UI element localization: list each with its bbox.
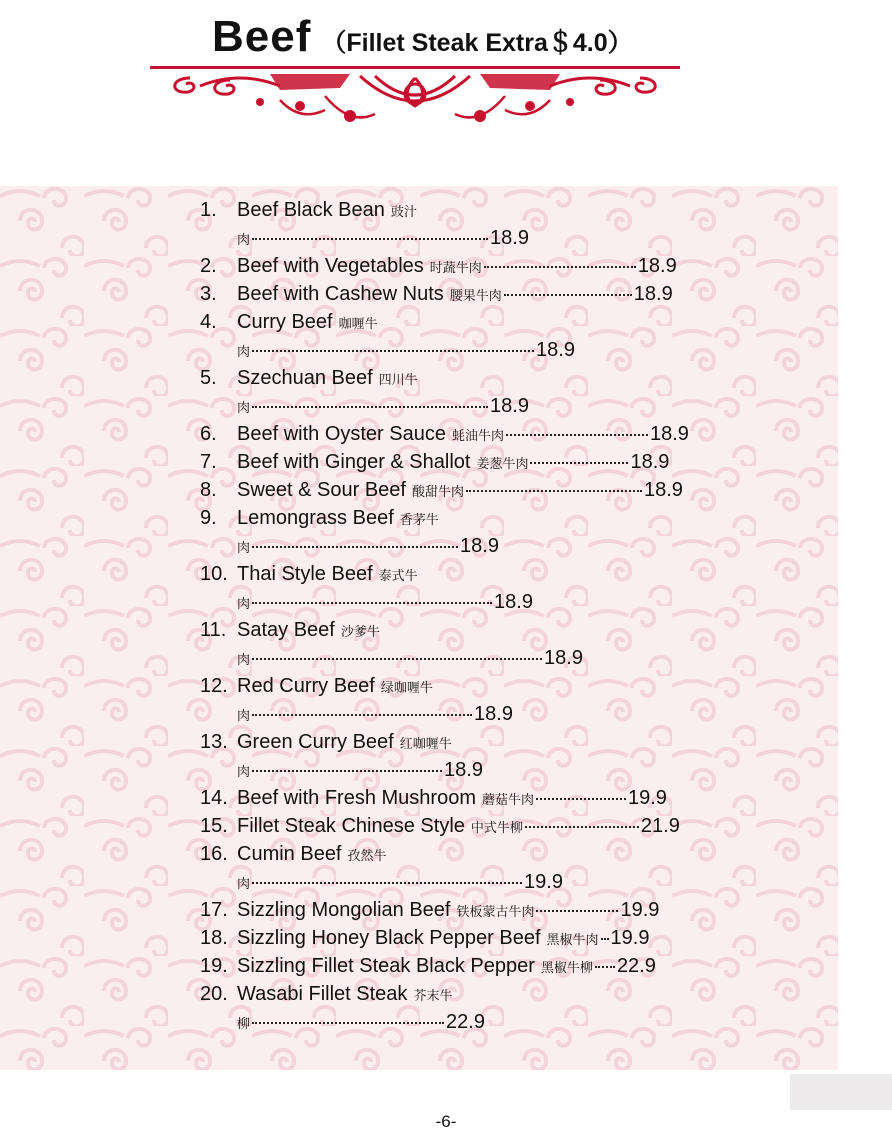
item-name: Beef with Oyster Sauce — [237, 423, 446, 445]
item-name: Sizzling Fillet Steak Black Pepper — [237, 955, 535, 977]
menu-item — [200, 476, 760, 504]
menu-item-line — [200, 672, 760, 700]
item-chinese-name: 绿咖喱牛 — [380, 680, 433, 695]
item-name: Red Curry Beef — [237, 675, 375, 697]
dot-leader — [252, 602, 492, 604]
menu-item-line — [200, 196, 760, 224]
menu-item-continuation — [200, 532, 760, 560]
item-name: Beef Black Bean — [237, 199, 385, 221]
item-number: 17. — [200, 899, 228, 921]
item-number: 13. — [200, 731, 228, 753]
item-chinese-name: 酸甜牛肉 — [411, 484, 464, 499]
dot-leader — [252, 1022, 444, 1024]
item-chinese-name: 时蔬牛肉 — [429, 260, 482, 275]
item-number: 2. — [200, 255, 217, 277]
dot-leader — [484, 266, 636, 268]
menu-item-line — [200, 504, 760, 532]
dot-leader — [504, 294, 632, 296]
menu-item — [200, 252, 760, 280]
item-chinese-name-cont: 肉 — [237, 232, 251, 247]
item-chinese-name-cont: 柳 — [237, 1016, 251, 1031]
menu-item — [200, 784, 760, 812]
item-number: 1. — [200, 199, 217, 221]
item-chinese-name: 蘑菇牛肉 — [481, 792, 534, 807]
item-chinese-name: 红咖喱牛 — [399, 736, 452, 751]
page-title: Beef — [212, 12, 312, 61]
menu-item-continuation — [200, 588, 760, 616]
dot-leader — [252, 406, 488, 408]
item-price: 18.9 — [494, 591, 533, 613]
item-number: 19. — [200, 955, 228, 977]
dot-leader — [252, 882, 522, 884]
floral-ornament-icon — [150, 66, 680, 130]
dot-leader — [530, 462, 628, 464]
item-price: 18.9 — [536, 339, 575, 361]
item-chinese-name: 黑椒牛肉 — [546, 932, 599, 947]
item-number: 5. — [200, 367, 217, 389]
menu-item — [200, 896, 760, 924]
menu-item — [200, 420, 760, 448]
item-number: 6. — [200, 423, 217, 445]
item-number: 15. — [200, 815, 228, 837]
item-name: Satay Beef — [237, 619, 335, 641]
dot-leader — [252, 770, 442, 772]
dot-leader — [525, 826, 639, 828]
item-name: Sizzling Honey Black Pepper Beef — [237, 927, 541, 949]
menu-item — [200, 280, 760, 308]
menu-item-line — [200, 616, 760, 644]
item-chinese-name: 豉汁 — [390, 204, 417, 219]
item-price: 18.9 — [644, 479, 683, 501]
item-chinese-name: 沙爹牛 — [340, 624, 380, 639]
item-chinese-name: 中式牛柳 — [470, 820, 523, 835]
menu-item-line — [200, 364, 760, 392]
menu-item — [200, 980, 760, 1036]
item-chinese-name: 香茅牛 — [399, 512, 439, 527]
dot-leader — [252, 350, 534, 352]
item-price: 18.9 — [630, 451, 670, 473]
item-price: 18.9 — [637, 255, 677, 277]
item-chinese-name-cont: 肉 — [237, 764, 251, 779]
item-number: 7. — [200, 451, 217, 473]
menu-item — [200, 308, 760, 364]
menu-item-line — [200, 896, 760, 924]
menu-item — [200, 728, 760, 784]
menu-item-line — [200, 476, 760, 504]
menu-item-continuation — [200, 868, 760, 896]
item-number: 3. — [200, 283, 217, 305]
menu-item-continuation — [200, 700, 760, 728]
menu-item — [200, 952, 760, 980]
page-subtitle: （Fillet Steak Extra＄4.0） — [321, 29, 633, 57]
menu-item-continuation — [200, 756, 760, 784]
item-name: Cumin Beef — [237, 843, 342, 865]
menu-item-continuation — [200, 224, 760, 252]
item-chinese-name: 铁板蒙古牛肉 — [456, 904, 535, 919]
item-number: 9. — [200, 507, 217, 529]
item-chinese-name: 四川牛 — [378, 372, 418, 387]
menu-item-line — [200, 784, 760, 812]
menu-item-line — [200, 924, 760, 952]
item-number: 20. — [200, 983, 228, 1005]
item-name: Szechuan Beef — [237, 367, 373, 389]
item-name: Beef with Vegetables — [237, 255, 424, 277]
item-name: Sweet & Sour Beef — [237, 479, 406, 501]
menu-item-line — [200, 252, 760, 280]
dot-leader — [252, 658, 542, 660]
item-name: Beef with Cashew Nuts — [237, 283, 444, 305]
item-name: Beef with Ginger & Shallot — [237, 451, 471, 473]
item-price: 18.9 — [490, 395, 529, 417]
item-chinese-name-cont: 肉 — [237, 596, 251, 611]
item-chinese-name: 芥末牛 — [413, 988, 453, 1003]
item-chinese-name-cont: 肉 — [237, 652, 251, 667]
corner-block — [790, 1074, 892, 1110]
dot-leader — [252, 714, 472, 716]
menu-item-line — [200, 980, 760, 1008]
menu-item-continuation — [200, 392, 760, 420]
item-number: 10. — [200, 563, 228, 585]
item-number: 11. — [200, 619, 227, 641]
item-price: 18.9 — [490, 227, 529, 249]
menu-item — [200, 448, 760, 476]
menu-list — [200, 196, 760, 1036]
item-chinese-name: 泰式牛 — [378, 568, 418, 583]
item-number: 18. — [200, 927, 228, 949]
item-chinese-name-cont: 肉 — [237, 876, 251, 891]
dot-leader — [252, 546, 458, 548]
item-name: Green Curry Beef — [237, 731, 394, 753]
item-name: Wasabi Fillet Steak — [237, 983, 408, 1005]
item-name: Curry Beef — [237, 311, 333, 333]
item-price: 19.9 — [524, 871, 563, 893]
menu-item-line — [200, 952, 760, 980]
item-name: Beef with Fresh Mushroom — [237, 787, 476, 809]
item-number: 4. — [200, 311, 217, 333]
item-chinese-name-cont: 肉 — [237, 400, 251, 415]
item-price: 18.9 — [474, 703, 513, 725]
item-number: 14. — [200, 787, 228, 809]
item-name: Thai Style Beef — [237, 563, 373, 585]
menu-item-line — [200, 420, 760, 448]
item-price: 18.9 — [460, 535, 499, 557]
menu-item-line — [200, 448, 760, 476]
menu-item-line — [200, 728, 760, 756]
item-chinese-name-cont: 肉 — [237, 344, 251, 359]
menu-item-line — [200, 560, 760, 588]
menu-item — [200, 196, 760, 252]
item-chinese-name: 蚝油牛肉 — [451, 428, 504, 443]
dot-leader — [601, 938, 609, 940]
item-price: 18.9 — [633, 283, 673, 305]
item-price: 18.9 — [650, 423, 689, 445]
item-chinese-name-cont: 肉 — [237, 540, 251, 555]
item-price: 21.9 — [640, 815, 680, 837]
dot-leader — [252, 238, 488, 240]
menu-item-continuation — [200, 1008, 760, 1036]
menu-item-continuation — [200, 336, 760, 364]
dot-leader — [536, 798, 626, 800]
menu-item-line — [200, 812, 760, 840]
menu-item — [200, 504, 760, 560]
menu-item — [200, 812, 760, 840]
menu-item — [200, 616, 760, 672]
menu-item-line — [200, 840, 760, 868]
menu-item — [200, 840, 760, 896]
item-price: 22.9 — [616, 955, 656, 977]
menu-item — [200, 560, 760, 616]
item-price: 19.9 — [620, 899, 660, 921]
dot-leader — [536, 910, 618, 912]
item-number: 8. — [200, 479, 217, 501]
dot-leader — [506, 434, 648, 436]
item-price: 19.9 — [610, 927, 650, 949]
page-number: -6- — [435, 1112, 457, 1131]
item-chinese-name: 腰果牛肉 — [449, 288, 502, 303]
menu-item-line — [200, 308, 760, 336]
page-header — [0, 0, 892, 150]
dot-leader — [466, 490, 642, 492]
menu-item-line — [200, 280, 760, 308]
item-price: 19.9 — [628, 787, 667, 809]
item-price: 18.9 — [544, 647, 583, 669]
menu-item-continuation — [200, 644, 760, 672]
menu-item — [200, 364, 760, 420]
item-name: Lemongrass Beef — [237, 507, 394, 529]
title-line — [212, 12, 633, 62]
menu-item — [200, 672, 760, 728]
item-price: 18.9 — [444, 759, 483, 781]
menu-item — [200, 924, 760, 952]
item-number: 12. — [200, 675, 228, 697]
item-chinese-name-cont: 肉 — [237, 708, 251, 723]
item-price: 22.9 — [446, 1011, 485, 1033]
item-chinese-name: 姜葱牛肉 — [476, 456, 529, 471]
item-chinese-name: 孜然牛 — [347, 848, 387, 863]
item-name: Sizzling Mongolian Beef — [237, 899, 451, 921]
item-chinese-name: 黑椒牛柳 — [540, 960, 593, 975]
item-chinese-name: 咖喱牛 — [338, 316, 378, 331]
dot-leader — [595, 966, 615, 968]
item-number: 16. — [200, 843, 228, 865]
item-name: Fillet Steak Chinese Style — [237, 815, 465, 837]
